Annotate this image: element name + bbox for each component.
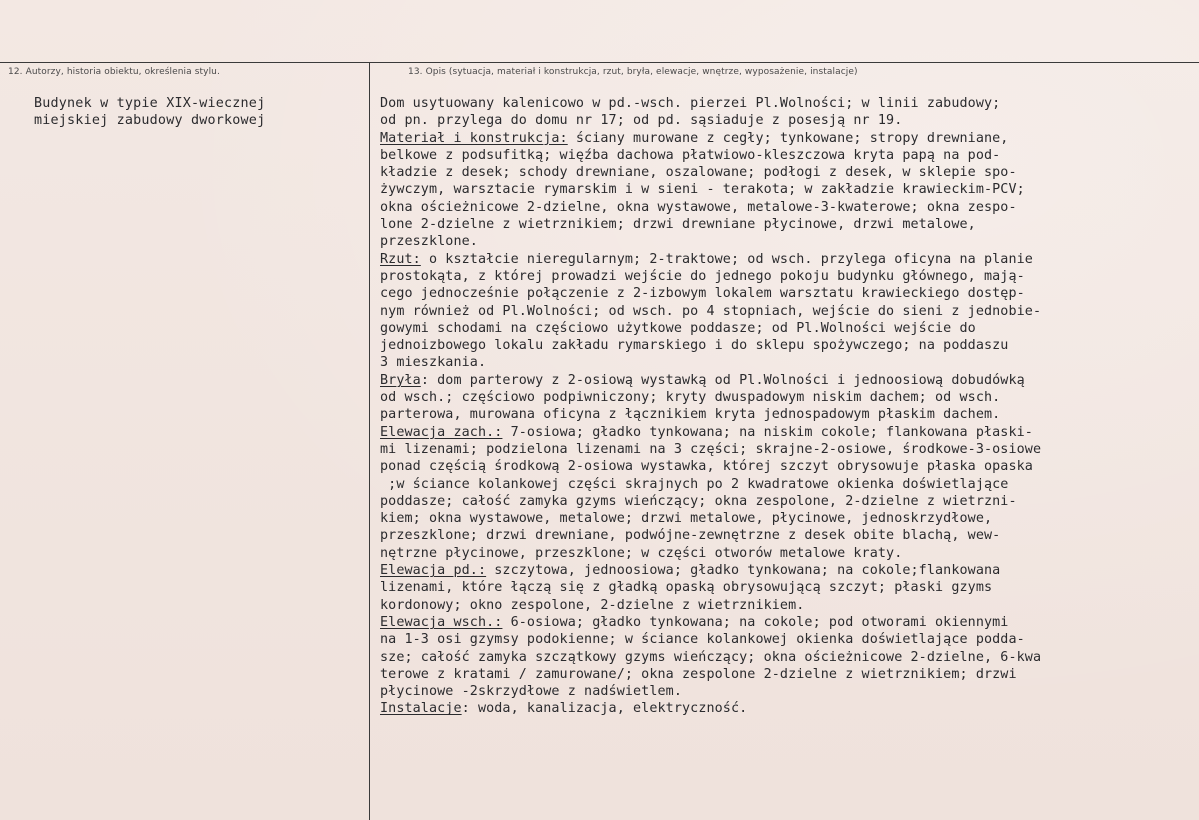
header-rule	[0, 62, 1199, 63]
line-text: 7-osiowa; gładko tynkowana; na niskim cokole; flankowana płaski-	[502, 424, 1033, 440]
line-text: szczytowa, jednoosiowa; gładko tynkowana; na cokole;flankowana	[486, 563, 1001, 579]
line-text: ściany murowane z cegły; tynkowane; stropy drewniane,	[567, 130, 1009, 146]
line-text: Dom usytuowany kalenicowo w pd.-wsch. pierzei Pl.Wolności; w linii zabudowy;	[380, 96, 1001, 111]
line-text: cego jednocześnie połączenie z 2-izbowym lokalem warsztatu krawieckiego dostęp-	[380, 286, 1025, 302]
line-text: ;w ściance kolankowej części skrajnych po 2 kwadratowe okienka doświetlające	[380, 476, 1009, 492]
line-text: nętrzne płycinowe, przeszklone; w części otworów metalowe kraty.	[380, 545, 903, 561]
line-text: od pn. przylega do domu nr 17; od pd. sąsiaduje z posesją nr 19.	[380, 113, 903, 129]
building-description	[380, 95, 1195, 718]
description-line	[380, 493, 1195, 510]
section-label: Instalacje	[380, 701, 462, 717]
description-line	[380, 614, 1195, 631]
description-line	[380, 95, 1195, 112]
line-text: od wsch.; częściowo podpiwniczony; kryty dwuspadowym niskim dachem; od wsch.	[380, 390, 1001, 406]
line-text: gowymi schodami na częściowo użytkowe poddasze; od Pl.Wolności wejście do	[380, 320, 976, 336]
description-line	[380, 700, 1195, 717]
description-line	[380, 631, 1195, 648]
line-text: sze; całość zamyka szczątkowy gzyms wieńczący; okna ościeżnicowe 2-dzielne, 6-kwa	[380, 649, 1042, 665]
section-label: Bryła	[380, 372, 421, 388]
line-text: kładzie z desek; schody drewniane, oszalowane; podłogi z desek, w sklepie spo-	[380, 165, 1017, 181]
line-text: 3 mieszkania.	[380, 355, 487, 371]
description-line	[380, 527, 1195, 544]
section-label: Elewacja pd.:	[380, 563, 487, 579]
line-text: belkowe z podsufitką; więźba dachowa płatwiowo-kleszczowa kryta papą na pod-	[380, 147, 1001, 163]
line-text: kiem; okna wystawowe, metalowe; drzwi metalowe, płycinowe, jednoskrzydłowe,	[380, 511, 993, 527]
description-line	[380, 666, 1195, 683]
description-line	[380, 233, 1195, 250]
description-line	[380, 130, 1195, 147]
line-text: na 1-3 osi gzymsy podokienne; w ściance kolankowej okienka doświetlające podda-	[380, 632, 1025, 648]
line-text: przeszklone; drzwi drewniane, podwójne-zewnętrzne z desek obite blachą, wew-	[380, 528, 1001, 544]
description-line	[380, 562, 1195, 579]
line-text: 6-osiowa; gładko tynkowana; na cokole; pod otworami okiennymi	[502, 614, 1009, 630]
description-line	[380, 597, 1195, 614]
line-text: mi lizenami; podzielona lizenami na 3 części; skrajne-2-osiowe, środkowe-3-osiowe	[380, 441, 1042, 457]
line-text: poddasze; całość zamyka gzyms wieńczący; okna zespolone, 2-dzielne z wietrzni-	[380, 493, 1017, 509]
description-line	[380, 251, 1195, 268]
description-line	[380, 181, 1195, 198]
section-label: Materiał i konstrukcja:	[380, 130, 568, 146]
description-line	[380, 216, 1195, 233]
header-authors-history: 12. Autorzy, historia obiektu, określenia stylu.	[8, 67, 220, 77]
description-line	[380, 406, 1195, 423]
description-line	[380, 545, 1195, 562]
description-line	[380, 372, 1195, 389]
description-line	[380, 303, 1195, 320]
line-text: żywczym, warsztacie rymarskim i w sieni - terakota; w zakładzie krawieckim-PCV;	[380, 182, 1025, 198]
section-label: Rzut:	[380, 251, 421, 267]
line-text: : dom parterowy z 2-osiową wystawką od Pl.Wolności i jednoosiową dobudówką	[420, 372, 1025, 388]
description-line	[380, 147, 1195, 164]
line-text: lone 2-dzielne z wietrznikiem; drzwi drewniane płycinowe, drzwi metalowe,	[380, 217, 976, 233]
line-text: prostokąta, z której prowadzi wejście do jednego pokoju budynku głównego, mają-	[380, 268, 1025, 284]
line-text: ponad częścią środkową 2-osiowa wystawka, której szczyt obrysowuje płaska opaska	[380, 459, 1033, 475]
description-line	[380, 683, 1195, 700]
description-line	[380, 476, 1195, 493]
description-line	[380, 199, 1195, 216]
description-line	[380, 389, 1195, 406]
line-text: o kształcie nieregularnym; 2-traktowe; od wsch. przylega oficyna na planie	[420, 251, 1033, 267]
description-line	[380, 112, 1195, 129]
section-label: Elewacja zach.:	[380, 424, 503, 440]
line-text: nym również od Pl.Wolności; od wsch. po 4 stopniach, wejście do sieni z jednobie-	[380, 303, 1042, 319]
line-text: płycinowe -2skrzydłowe z nadświetlem.	[380, 684, 682, 700]
description-line	[380, 579, 1195, 596]
description-line	[380, 268, 1195, 285]
line-text: jednoizbowego lokalu zakładu rymarskiego i do sklepu spożywczego; na poddaszu	[380, 338, 1009, 354]
description-line	[380, 337, 1195, 354]
line-text: kordonowy; okno zespolone, 2-dzielne z wietrznikiem.	[380, 597, 805, 613]
line-text: parterowa, murowana oficyna z łącznikiem kryta jednospadowym płaskim dachem.	[380, 407, 1001, 423]
description-line	[380, 649, 1195, 666]
line-text: : woda, kanalizacja, elektryczność.	[461, 701, 748, 717]
description-line	[380, 164, 1195, 181]
section-label: Elewacja wsch.:	[380, 614, 503, 630]
line-text: lizenami, które łączą się z gładką opaską obrysowującą szczyt; płaski gzyms	[380, 580, 993, 596]
column-divider	[369, 62, 370, 820]
line-text: terowe z kratami / zamurowane/; okna zespolone 2-dzielne z wietrznikiem; drzwi	[380, 666, 1017, 682]
description-line	[380, 354, 1195, 371]
header-description: 13. Opis (sytuacja, materiał i konstrukcja, rzut, bryła, elewacje, wnętrze, wyposażenie, instalacje)	[408, 67, 858, 77]
description-line	[380, 320, 1195, 337]
description-line	[380, 441, 1195, 458]
description-line	[380, 458, 1195, 475]
description-line	[380, 424, 1195, 441]
description-line	[380, 285, 1195, 302]
style-classification: Budynek w typie XIX-wiecznej miejskiej zabudowy dworkowej	[34, 96, 266, 128]
description-line	[380, 510, 1195, 527]
line-text: przeszklone.	[380, 234, 478, 250]
line-text: okna ościeżnicowe 2-dzielne, okna wystawowe, metalowe-3-kwaterowe; okna zespo-	[380, 199, 1017, 215]
